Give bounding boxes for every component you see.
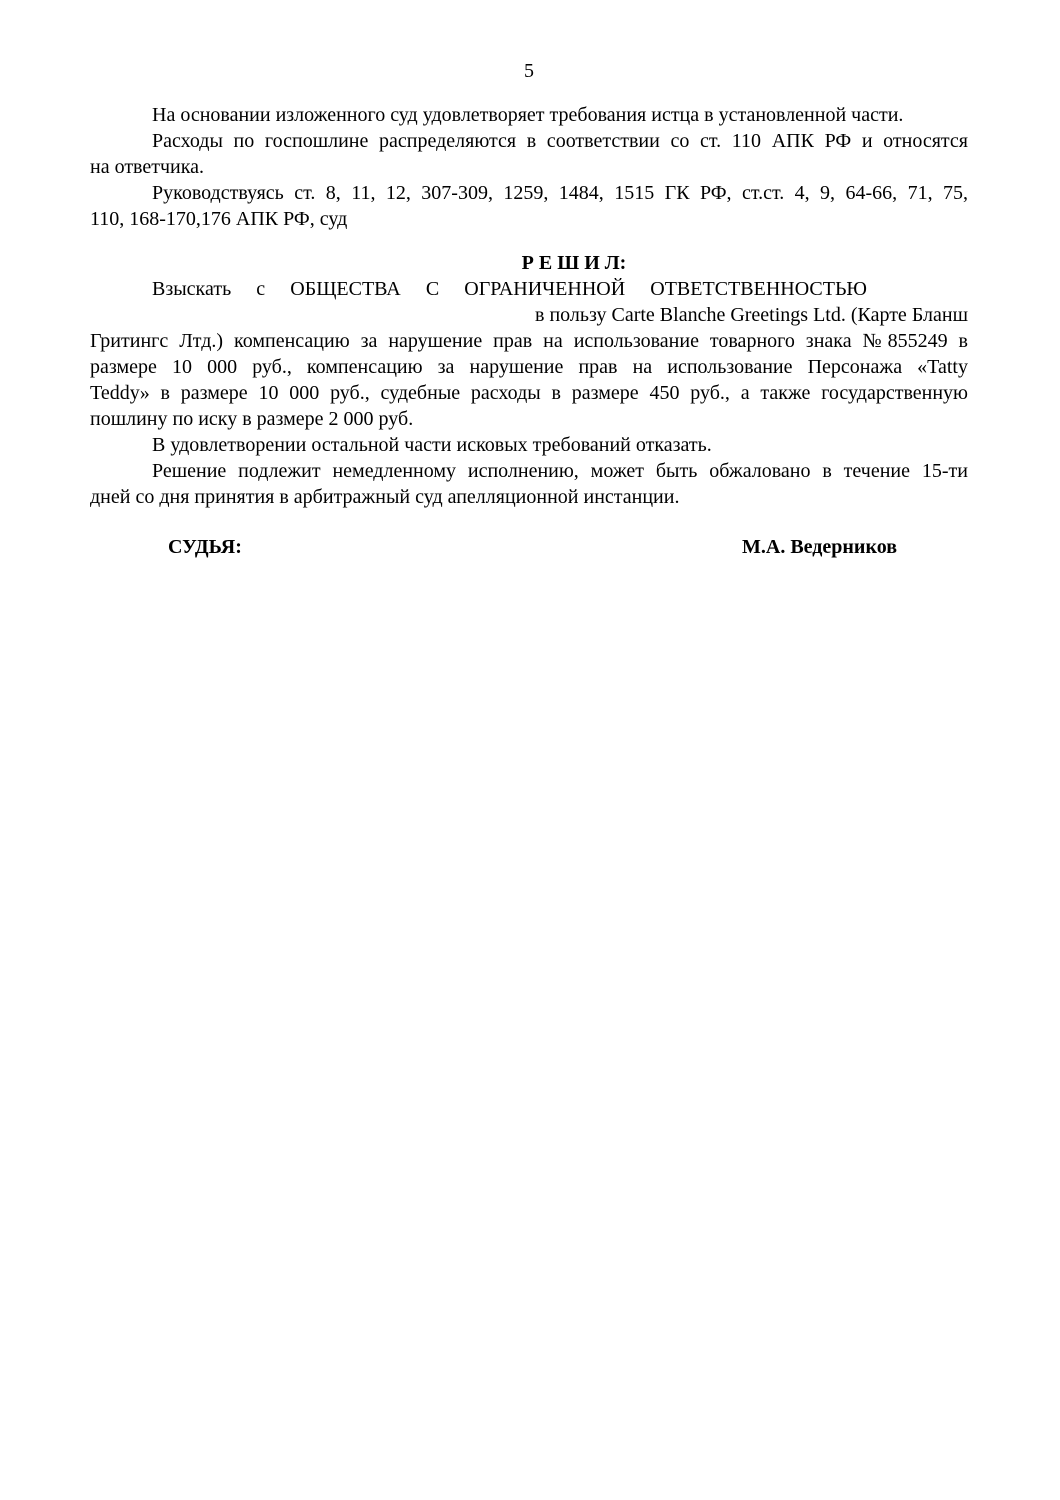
decree-plaintiff-line: в пользу Carte Blanche Greetings Ltd. (Карте Бланш [535, 304, 968, 326]
text-line: Руководствуясь ст. 8, 11, 12, 307-309, 1259, 1484, 1515 ГК РФ, ст.ст. 4, 9, 64-66, 71, 75, [152, 182, 968, 204]
text-line: Гритингс Лтд.) компенсацию за нарушение прав на использование товарного знака №855249 в [90, 330, 968, 352]
text-line: размере 10 000 руб., компенсацию за нарушение прав на использование Персонажа «Tatty [90, 356, 968, 378]
text-line: Расходы по госпошлине распределяются в соответствии со ст. 110 АПК РФ и относятся [152, 130, 968, 152]
paragraph-costs [90, 128, 968, 180]
paragraph-guided-by [90, 180, 968, 232]
text-line: пошлину по иску в размере 2 000 руб. [90, 408, 414, 430]
paragraph-execution [90, 458, 968, 510]
judge-name: М.А. Ведерников [742, 536, 897, 558]
paragraph-basis: На основании изложенного суд удовлетворяет требования истца в установленной части. [152, 104, 904, 126]
paragraph-denial: В удовлетворении остальной части исковых требований отказать. [152, 434, 712, 456]
page-number: 5 [524, 60, 534, 82]
text-line: Решение подлежит немедленному исполнению, может быть обжаловано в течение 15-ти [152, 460, 968, 482]
text-line: на ответчика. [90, 156, 205, 178]
text-line: 110, 168-170,176 АПК РФ, суд [90, 208, 348, 230]
judge-label: СУДЬЯ: [168, 536, 242, 558]
signature-row [90, 534, 968, 560]
decree-defendant-line: Взыскать с ОБЩЕСТВА С ОГРАНИЧЕННОЙ ОТВЕТСТВЕННОСТЬЮ [152, 278, 867, 300]
decision-heading: Р Е Ш И Л: [521, 252, 627, 274]
text-line: дней со дня принятия в арбитражный суд апелляционной инстанции. [90, 486, 680, 508]
text-line: Teddy» в размере 10 000 руб., судебные расходы в размере 450 руб., а также государственную [90, 382, 968, 404]
paragraph-decree [90, 276, 968, 432]
